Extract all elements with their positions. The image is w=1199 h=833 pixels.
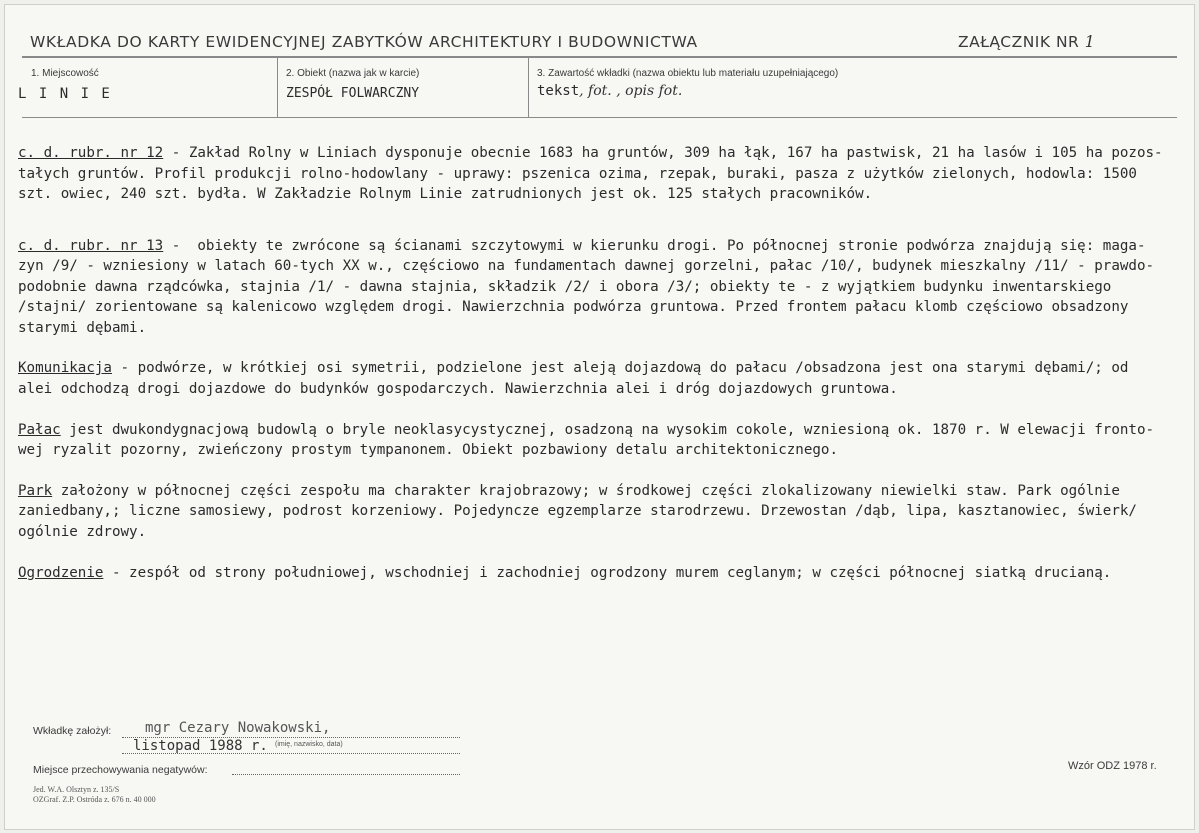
locality-value: L I N I E <box>18 86 112 102</box>
section-body: założony w północnej części zespołu ma charakter krajobrazowy; w środkowej części zlokalizowany niewielki staw. Park ogólnie zaniedbany,; liczne samosiewy, podrost korzeniowy. Pojedyncze egzemplarze starodrzewu. Drzewostan /dąb, lipa, kasztanowiec, świerk/ ogólnie zdrowy. <box>18 482 1137 540</box>
print-info-2: OZGraf. Z.P. Ostróda z. 676 n. 40 000 <box>33 795 156 804</box>
annex-number <box>958 33 1095 51</box>
header-rule-top <box>22 56 1177 58</box>
section-heading: c. d. rubr. nr 12 <box>18 145 164 162</box>
column-divider-2 <box>528 57 529 117</box>
column-divider-1 <box>277 57 278 117</box>
contents-value <box>537 82 682 99</box>
section-palac <box>18 420 1183 461</box>
section-body: - obiekty te zwrócone są ścianami szczytowymi w kierunku drogi. Po północnej stronie podwórza znajdują się: maga- zyn /9/ - wzniesiony w latach 60-tych XX w., częściowo na fundamentach dawnej gorzelni, pałac /10/, budynek mieszkalny /11/ - prawdo- podobnie dawna rządcówka, stajnia /1/ - dawna stajnia, składzik /2/ i obora /3/; obiekty te - z wyjątkiem budynku inwentarskiego /stajni/ zorientowane są kalenicowo względem drogi. Nawierzchnia podwórza gruntowa. Przed frontem pałacu klomb częściowo obsadzony starymi dębami. <box>18 238 1155 336</box>
page-title: WKŁADKA DO KARTY EWIDENCYJNEJ ZABYTKÓW ARCHITEKTURY I BUDOWNICTWA <box>30 33 698 51</box>
section-heading: Pałac <box>18 421 61 438</box>
compiled-date: listopad 1988 r. <box>133 738 268 754</box>
locality-label: 1. Miejscowość <box>31 68 99 79</box>
annex-label: ZAŁĄCZNIK NR <box>958 33 1080 51</box>
section-heading: Komunikacja <box>18 360 112 377</box>
header-rule-bottom <box>22 117 1177 118</box>
annex-handwritten-number: 1 <box>1084 33 1096 51</box>
object-value: ZESPÓŁ FOLWARCZNY <box>286 86 420 101</box>
compiled-by-name: mgr Cezary Nowakowski, <box>145 720 331 736</box>
compiled-hint: (imię, nazwisko, data) <box>275 741 343 748</box>
section-body: - zespół od strony południowej, wschodniej i zachodniej ogrodzony murem ceglanym; w części północnej siatką drucianą. <box>103 564 1112 581</box>
section-line: tałych gruntów. Profil produkcji rolno-hodowlany - uprawy: pszenica ozima, rzepak, buraki, pasza z użytków zielonych, hodowla: 1500 <box>18 165 1137 182</box>
contents-label: 3. Zawartość wkładki (nazwa obiektu lub materiału uzupełniającego) <box>537 68 839 79</box>
compiled-by-label: Wkładkę założył: <box>33 725 112 737</box>
negatives-label: Miejsce przechowywania negatywów: <box>33 764 208 776</box>
form-code: Wzór ODZ 1978 r. <box>1068 760 1157 772</box>
description-text <box>18 123 1183 603</box>
contents-handwritten: , fot. , opis fot. <box>579 83 683 99</box>
section-body: jest dwukondygnacjową budowlą o bryle neoklasycystycznej, osadzoną na wysokim cokole, wzniesioną ok. 1870 r. W elewacji fronto- wej ryzalit pozorny, zwieńczony prostym tympanonem. Obiekt pozbawiony detalu architektonicznego. <box>18 421 1155 459</box>
object-label: 2. Obiekt (nazwa jak w karcie) <box>286 68 420 79</box>
section-rubr-13 <box>18 236 1183 338</box>
section-heading: Ogrodzenie <box>18 564 104 581</box>
compiled-date-line <box>122 753 460 754</box>
section-heading: Park <box>18 482 53 499</box>
section-komunikacja <box>18 358 1183 399</box>
section-ogrodzenie <box>18 563 1183 583</box>
contents-typed: tekst <box>537 83 580 99</box>
section-rubr-12 <box>18 143 1183 204</box>
section-body: - podwórze, w krótkiej osi symetrii, podzielone jest aleją dojazdową do pałacu /obsadzona jest ona starymi dębami/; od alei odchodzą drogi dojazdowe do budynków gospodarczych. Nawierzchnia alei i dróg dojazdowych gruntowa. <box>18 360 1129 397</box>
section-line: szt. owiec, 240 szt. bydła. W Zakładzie Rolnym Linie zatrudnionych jest ok. 125 stałych pracowników. <box>18 186 873 203</box>
section-line: - Zakład Rolny w Liniach dysponuje obecnie 1683 ha gruntów, 309 ha łąk, 167 ha pastwisk, 21 ha lasów i 105 ha pozos- <box>163 145 1163 162</box>
print-info-1: Jed. W.A. Olsztyn z. 135/S <box>33 785 120 794</box>
section-park <box>18 481 1183 542</box>
negatives-line <box>232 774 460 775</box>
section-heading: c. d. rubr. nr 13 <box>18 238 164 255</box>
